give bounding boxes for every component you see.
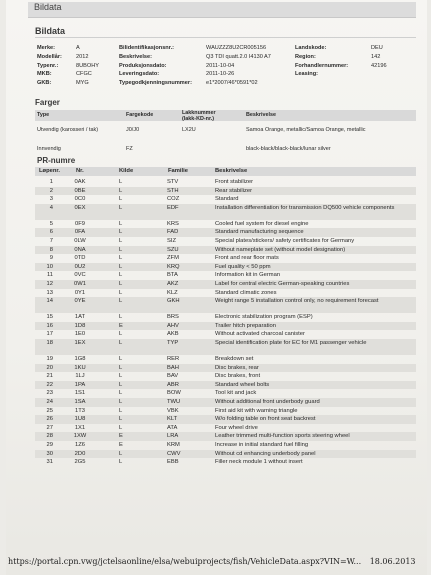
pr-cell-kilde: L <box>119 204 123 211</box>
pr-cell-kilde: L <box>119 187 123 194</box>
table-row <box>35 237 416 246</box>
pr-cell-nr: 0YE <box>74 298 86 305</box>
table-row <box>35 432 416 441</box>
pr-cell-nr: 2G5 <box>74 459 86 466</box>
pr-cell-no: 28 <box>46 433 53 440</box>
farger-title: Farger <box>35 98 60 107</box>
pr-cell-kilde: L <box>119 373 123 380</box>
pr-cell-nr: 1LJ <box>75 373 85 380</box>
table-row <box>35 407 416 416</box>
pr-cell-nr: 1SA <box>74 399 86 405</box>
pr-cell-kilde: L <box>119 179 123 185</box>
table-row <box>35 178 416 187</box>
table-row <box>35 204 416 220</box>
pr-cell-no: 19 <box>46 356 53 362</box>
pr-cell-kilde: L <box>119 424 123 431</box>
pr-cell-no: 26 <box>46 416 53 423</box>
pr-cell-family: ATA <box>167 424 178 431</box>
pr-cell-no: 25 <box>46 407 53 414</box>
pr-cell-desc: Special identification plate for EC for M1 passenger vehicle <box>215 340 367 346</box>
pr-cell-family: SIZ <box>167 238 177 244</box>
table-row <box>35 228 416 237</box>
pr-cell-family: KRQ <box>167 263 180 270</box>
pr-cell-nr: 1G8 <box>74 356 86 362</box>
table-row <box>35 424 416 433</box>
table-row <box>35 297 416 313</box>
pr-cell-nr: 1EX <box>74 340 86 346</box>
table-row <box>35 271 416 280</box>
footer-url: https://portal.cpn.vwg/jctelsaonline/elsa/webuiprojects/fish/VehicleData.aspx?VIN=W... <box>8 557 362 566</box>
pr-title: PR-numre <box>37 156 76 165</box>
pr-cell-no: 17 <box>46 331 53 338</box>
pr-cell-desc: First aid kit with warning triangle <box>215 407 298 414</box>
pr-cell-desc: Standard manufacturing sequence <box>215 229 304 236</box>
pr-cell-no: 29 <box>46 442 53 448</box>
pr-cell-no: 3 <box>49 196 53 203</box>
pr-cell-desc: Rear stabilizer <box>215 187 253 194</box>
pr-cell-desc: Special plates/stickers/ safety certificates for Germany <box>215 238 355 244</box>
pr-cell-family: BAH <box>167 364 179 371</box>
pr-cell-family: STH <box>167 187 179 194</box>
pr-cell-no: 2 <box>49 187 53 194</box>
pr-cell-desc: Without nameplate set (without model designation) <box>215 246 346 253</box>
pr-cell-no: 23 <box>46 390 53 397</box>
pr-cell-desc: Cooled fuel system for diesel engine <box>215 220 309 227</box>
bildata-label: MKB: <box>37 71 52 78</box>
farger-row-lakk: LX2U <box>182 127 196 133</box>
bildata-value: DEU <box>371 45 383 51</box>
pr-cell-kilde: L <box>119 459 123 466</box>
table-row <box>35 246 416 255</box>
pr-cell-no: 4 <box>49 204 53 211</box>
pr-cell-nr: 0TD <box>74 255 86 262</box>
table-row <box>35 450 416 459</box>
pr-cell-family: KRS <box>167 220 179 227</box>
table-row <box>35 195 416 204</box>
pr-cell-kilde: L <box>119 255 123 262</box>
pr-cell-no: 15 <box>46 314 53 321</box>
pr-cell-desc: Without additional front underbody guard <box>215 399 320 405</box>
bildata-label: Beskrivelse: <box>119 53 152 60</box>
pr-cell-kilde: E <box>119 433 123 440</box>
pr-cell-kilde: L <box>119 356 123 362</box>
pr-cell-kilde: L <box>119 450 123 457</box>
pr-cell-family: FAD <box>167 229 179 236</box>
bildata-label: Typegodkjenningsnummer: <box>119 80 192 87</box>
pr-cell-desc: Disc brakes, front <box>215 373 261 380</box>
pr-cell-desc: Standard <box>215 196 239 203</box>
pr-cell-desc: Label for central electric German-speaking countries <box>215 281 350 287</box>
bildata-value: 8UBOHY <box>76 62 100 69</box>
pr-cell-nr: 1PA <box>74 381 86 388</box>
bildata-label: Modellår: <box>37 53 62 60</box>
table-row <box>35 415 416 424</box>
pr-cell-desc: Trailer hitch preparation <box>215 322 277 329</box>
pr-cell-nr: 1U8 <box>74 416 86 423</box>
pr-cell-no: 10 <box>46 263 53 270</box>
farger-row-type: Utvendig (karosseri / tak) <box>37 127 99 133</box>
bildata-value: 142 <box>371 53 381 60</box>
pr-cell-nr: 1D8 <box>74 322 86 329</box>
pr-cell-family: AKZ <box>167 281 179 287</box>
pr-cell-family: ZFM <box>167 255 179 262</box>
pr-cell-nr: 1S1 <box>74 390 86 397</box>
bildata-label: Landskode: <box>295 45 327 51</box>
pr-cell-desc: Front stabilizer <box>215 179 254 185</box>
table-row <box>35 330 416 339</box>
table-row <box>35 254 416 263</box>
pr-cell-kilde: L <box>119 238 123 244</box>
pr-cell-desc: Without activated charcoal canister <box>215 331 305 338</box>
table-row <box>35 389 416 398</box>
pr-cell-kilde: L <box>119 298 123 305</box>
pr-cell-family: TWU <box>167 399 181 405</box>
pr-cell-nr: 0C0 <box>74 196 86 203</box>
pr-header-nr: Nr. <box>76 168 84 174</box>
pr-cell-kilde: L <box>119 272 123 279</box>
pr-cell-family: KLZ <box>167 289 178 296</box>
pr-cell-kilde: L <box>119 399 123 405</box>
pr-cell-desc: Weight range 5 installation control only, no requirement forecast <box>215 298 379 305</box>
pr-cell-no: 30 <box>46 450 53 457</box>
pr-cell-kilde: L <box>119 340 123 346</box>
pr-cell-kilde: E <box>119 322 123 329</box>
farger-header-lakk: Lakknummer (lakk-KD-nr.) <box>182 110 216 122</box>
pr-cell-kilde: E <box>119 442 123 448</box>
table-row <box>35 339 416 355</box>
pr-cell-family: EDF <box>167 204 179 211</box>
pr-cell-kilde: L <box>119 263 123 270</box>
table-row <box>35 220 416 229</box>
pr-cell-nr: 0EX <box>74 204 86 211</box>
pr-cell-no: 6 <box>49 229 53 236</box>
table-row <box>35 313 416 322</box>
pr-cell-desc: W/o folding table on front seat backrest <box>215 416 316 423</box>
farger-header-row <box>35 110 416 121</box>
pr-cell-no: 27 <box>46 424 53 431</box>
pr-cell-nr: 0AK <box>74 179 86 185</box>
pr-cell-desc: Electronic stabilization program (ESP) <box>215 314 313 321</box>
header-title: Bildata <box>34 2 62 12</box>
pr-cell-nr: 1X1 <box>74 424 86 431</box>
pr-cell-nr: 0LW <box>74 238 86 244</box>
bildata-label: Leveringsdato: <box>119 71 160 78</box>
bildata-label: Typenr.: <box>37 62 59 69</box>
pr-cell-nr: 1XW <box>73 433 87 440</box>
farger-header-code: Fargekode <box>126 112 154 118</box>
pr-cell-no: 14 <box>46 298 53 305</box>
bildata-label: Produksjonsdato: <box>119 62 167 69</box>
pr-cell-desc: Without cd enhancing underbody panel <box>215 450 316 457</box>
pr-cell-desc: Breakdown set <box>215 356 254 362</box>
farger-header-type: Type <box>37 112 50 118</box>
pr-cell-desc: Filler neck module 1 without insert <box>215 459 303 466</box>
bildata-label: Region: <box>295 53 316 60</box>
pr-cell-family: GKH <box>167 298 180 305</box>
bildata-divider <box>35 37 416 38</box>
pr-cell-desc: Four wheel drive <box>215 424 258 431</box>
pr-cell-kilde: L <box>119 229 123 236</box>
bildata-value: 2011-10-26 <box>206 71 235 78</box>
bildata-value: e1*2007/46*0591*02 <box>206 80 258 87</box>
pr-cell-nr: 1Z6 <box>75 442 85 448</box>
pr-cell-family: SZU <box>167 246 179 253</box>
farger-row-type: Innvendig <box>37 146 61 152</box>
pr-cell-family: COZ <box>167 196 180 203</box>
pr-cell-nr: 0Y1 <box>74 289 86 296</box>
pr-cell-no: 20 <box>46 364 53 371</box>
table-row <box>35 355 416 364</box>
bildata-label: GKB: <box>37 80 52 87</box>
bildata-value: 2012 <box>76 53 89 60</box>
bildata-label: Merke: <box>37 45 56 51</box>
bildata-value: 42196 <box>371 62 387 69</box>
pr-cell-nr: 0FA <box>74 229 86 236</box>
pr-cell-family: VBK <box>167 407 179 414</box>
pr-cell-no: 22 <box>46 381 53 388</box>
pr-cell-desc: Front and rear floor mats <box>215 255 279 262</box>
bildata-value: 2011-10-04 <box>206 62 235 69</box>
pr-cell-no: 1 <box>49 179 53 185</box>
pr-header-no: Løpenr. <box>39 168 60 174</box>
pr-cell-family: CWV <box>167 450 181 457</box>
pr-cell-kilde: L <box>119 407 123 414</box>
pr-cell-no: 13 <box>46 289 53 296</box>
pr-cell-family: KLT <box>167 416 178 423</box>
pr-cell-kilde: L <box>119 314 123 321</box>
table-row <box>35 381 416 390</box>
table-row <box>35 398 416 407</box>
pr-cell-nr: 1E0 <box>74 331 86 338</box>
pr-cell-desc: Information kit in German <box>215 272 281 279</box>
pr-cell-desc: Disc brakes, rear <box>215 364 259 371</box>
pr-cell-desc: Standard wheel bolts <box>215 381 270 388</box>
pr-cell-nr: 1KU <box>74 364 86 371</box>
pr-cell-kilde: L <box>119 416 123 423</box>
farger-row-desc: Samoa Orange, metallic/Samoa Orange, metallic <box>246 127 366 133</box>
pr-cell-nr: 0U2 <box>74 263 86 270</box>
pr-cell-no: 21 <box>46 373 53 380</box>
pr-cell-kilde: L <box>119 246 123 253</box>
pr-cell-no: 5 <box>49 220 53 227</box>
pr-cell-nr: 2D0 <box>74 450 86 457</box>
pr-cell-family: BRS <box>167 314 179 321</box>
pr-header-desc: Beskrivelse <box>215 168 248 174</box>
table-row <box>35 263 416 272</box>
farger-row-desc: black-black/black-black/lunar silver <box>246 146 331 152</box>
pr-cell-no: 9 <box>49 255 53 262</box>
pr-cell-kilde: L <box>119 220 123 227</box>
pr-cell-no: 31 <box>46 459 53 466</box>
pr-cell-family: STV <box>167 179 179 185</box>
bildata-label: Bilidentifikasjonsnr.: <box>119 45 175 51</box>
table-row <box>35 458 416 467</box>
table-row <box>35 441 416 450</box>
pr-cell-nr: 0F9 <box>75 220 85 227</box>
pr-cell-family: ABR <box>167 381 179 388</box>
table-row <box>35 187 416 196</box>
pr-cell-desc: Standard climatic zones <box>215 289 277 296</box>
table-row <box>35 322 416 331</box>
bildata-label: Forhandlernummer: <box>295 62 349 69</box>
pr-cell-desc: Increase in initial standard fuel filling <box>215 442 309 448</box>
table-row <box>35 280 416 289</box>
bildata-label: Leasing: <box>295 71 319 78</box>
pr-cell-family: LRA <box>167 433 179 440</box>
pr-cell-family: BAV <box>167 373 179 380</box>
farger-header-desc: Beskrivelse <box>246 112 276 118</box>
farger-row-code: J0/J0 <box>126 127 140 133</box>
pr-cell-no: 7 <box>49 238 53 244</box>
pr-cell-nr: 0VC <box>74 272 86 279</box>
pr-cell-kilde: L <box>119 331 123 338</box>
pr-cell-no: 8 <box>49 246 53 253</box>
pr-cell-desc: Leather trimmed multi-function sports steering wheel <box>215 433 350 440</box>
pr-cell-family: KRM <box>167 442 180 448</box>
pr-cell-nr: 1T3 <box>75 407 85 414</box>
pr-cell-family: AHV <box>167 322 179 329</box>
pr-cell-nr: 0NA <box>74 246 86 253</box>
pr-cell-family: RER <box>167 356 180 362</box>
pr-cell-nr: 1AT <box>74 314 86 321</box>
pr-header-kilde: Kilde <box>119 168 134 174</box>
table-row <box>35 289 416 298</box>
pr-cell-family: EBB <box>167 459 179 466</box>
table-row <box>35 372 416 381</box>
pr-cell-kilde: L <box>119 281 123 287</box>
pr-cell-desc: Fuel quality < 50 ppm <box>215 263 271 270</box>
pr-cell-desc: Installation differentiation for transmission DQ500 vehicle components <box>215 204 395 211</box>
bildata-value: WAUZZZ8U2CR005156 <box>206 45 267 51</box>
pr-cell-no: 24 <box>46 399 53 405</box>
pr-cell-no: 18 <box>46 340 53 346</box>
pr-cell-kilde: L <box>119 364 123 371</box>
pr-cell-family: BTA <box>167 272 178 279</box>
bildata-title: Bildata <box>35 26 66 36</box>
pr-header-fam: Familie <box>168 168 188 174</box>
pr-cell-no: 16 <box>46 322 53 329</box>
pr-cell-desc: Tool kit and jack <box>215 390 257 397</box>
table-row <box>35 364 416 373</box>
pr-cell-no: 11 <box>46 272 53 279</box>
bildata-value: Q3 TDI quatt.2.0 I4130 A7 <box>206 53 271 60</box>
pr-cell-kilde: L <box>119 196 123 203</box>
farger-row-code: FZ <box>126 146 133 152</box>
footer-date: 18.06.2013 <box>369 557 416 566</box>
pr-cell-kilde: L <box>119 381 123 388</box>
print-footer <box>8 557 416 566</box>
pr-cell-family: BOW <box>167 390 181 397</box>
bildata-value: CFGC <box>76 71 92 78</box>
pr-cell-no: 12 <box>46 281 53 287</box>
pr-cell-nr: 0W1 <box>74 281 86 287</box>
pr-cell-kilde: L <box>119 289 123 296</box>
bildata-value: A <box>76 45 80 51</box>
pr-cell-family: AKB <box>167 331 179 338</box>
pr-cell-nr: 0BE <box>74 187 86 194</box>
bildata-value: MYG <box>76 80 89 87</box>
pr-cell-family: TYP <box>167 340 179 346</box>
header-bar <box>28 2 416 18</box>
pr-cell-kilde: L <box>119 390 123 397</box>
